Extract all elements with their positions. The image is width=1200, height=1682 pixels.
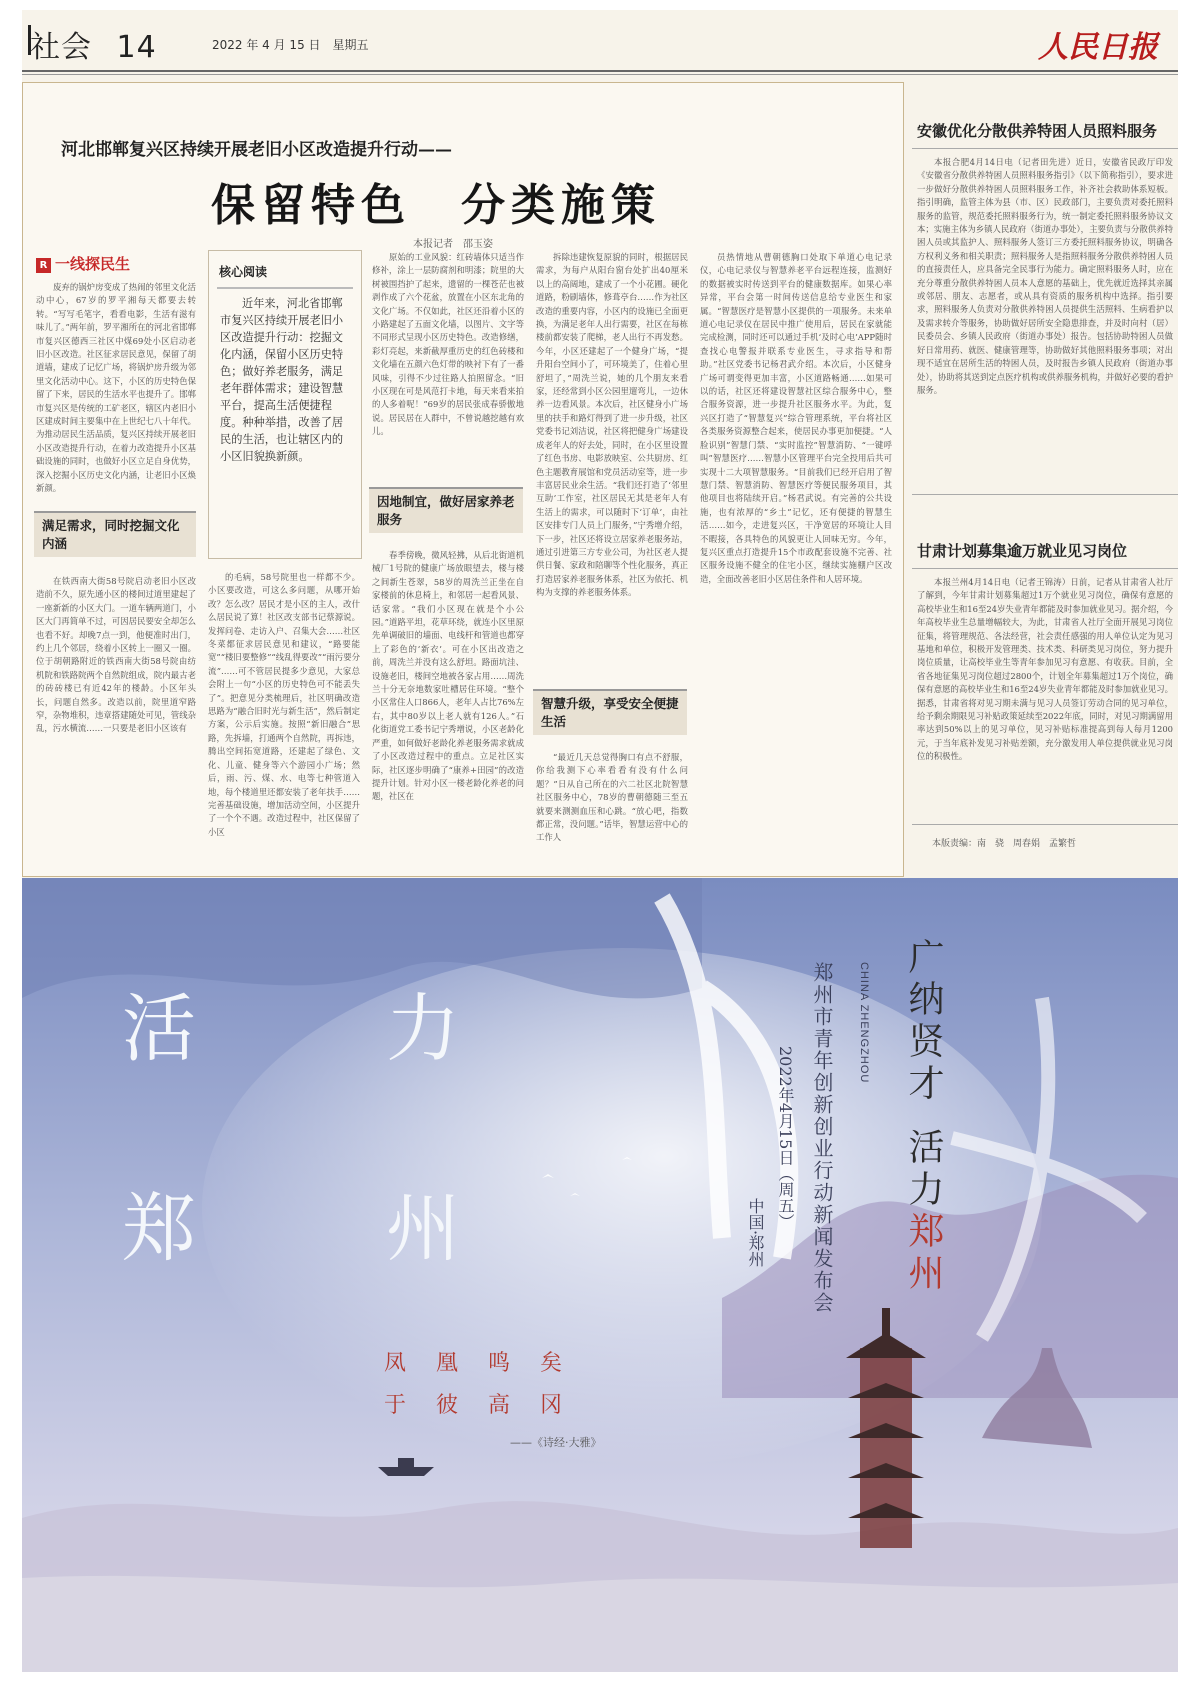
article-column-1 <box>36 281 196 499</box>
sidebar-paragraph: 本报合肥4月14日电（记者田先进）近日，安徽省民政厅印发《安徽省分散供养特困人员照料服务指引》（以下简称指引），要求进一步做好分散供养特困人员照料服务工作，补齐社会救助体系短板。指引明确，监管主体为县（市、区）民政部门，主要负责对委托照料服务的监管，规范委托照料服务行为，统一制定委托照料服务协议文本；实施主体为乡镇人民政府（街道办事处），主要负责与分散供养特困人员或其监护人、照料服务人签订三方委托照料服务协议，明确各方权利义务和相关职责；照料服务人是指照料服务分散供养特困人员的直接责任人，应具备完全民事行为能力。确定照料服务人时，应在充分尊重分散供养特困人员本人意愿的基础上，优先就近选择其亲属或邻居、朋友、志愿者，或从具有资质的服务机构中选择。指引要求，照料服务人负责对分散供养特困人员提供生活照料、生病看护以及需求转介等服务，协助做好居所安全隐患排查，并及时向村（居）民委员会、乡镇人民政府（街道办事处）报告。包括协助特困人员做好日常用药、就医、健康管理等，协助做好其他照料服务事项；对出现不适宜在居所生活的特困人员，及时报告乡镇人民政府（街道办事处），协助将其送到定点医疗机构或供养服务机构，并做好必要的看护服务。 <box>917 157 1173 395</box>
sidebar-rule <box>912 568 1178 569</box>
article-column-1b <box>36 575 196 867</box>
core-reading-rule <box>217 287 353 289</box>
article-paragraph: 春季傍晚，微风轻拂，从后北街道机械厂1号院的健康广场放眼望去，楼与楼之间新生苍翠，58岁的周洗兰正坐在自家楼前的休息椅上，和邻居一起看风景、话家常。“我们小区现在就是个小公园。”道路平坦，花草环绕，就连小区里原先单调破旧的墙面、电线杆和管道也都穿上了彩色的‘新衣’。可在小区出改造之前，周洗兰并没有这么舒坦。路面坑洼、设施老旧，楼间空地被各家占用……周洗兰十分无奈地数家吐槽居住环境。“整个小区常住人口866人，老年人占比76%左右，其中80岁以上老人就有126人。”石化街道党工委书记宁秀增说，小区老龄化严重，如何做好老龄化养老服务需求就成了小区改造过程中的重点。立足社区实际，社区逐步明确了“康养+田园”的改造提升计划。针对小区一楼老龄化养老的问题，社区在 <box>372 550 524 802</box>
newspaper-logo: 人民日报 <box>1038 30 1158 65</box>
issue-date: 2022 年 4 月 15 日 星期五 <box>212 38 369 52</box>
article-paragraph: 的毛病，58号院里也一样都不少。小区要改造，可这么多问题，从哪开始改？怎么改？居民才是小区的主人，改什么居民说了算！社区改支部书记蔡源说。发挥问卷、走访入户、召集大会……社区冬菜都征求居民意见和建议，“路要能宽”“楼旧要整修”“线乱得要改”“雨污要分流”……可不管居民提多少意见，大家总会附上一句“小区的历史特色可不能丢失了”。把意见分类梳理后，社区明确改造思路为“融合旧时光与新生活”，然后制定方案，公示后实施。按照“新旧融合”思路，先拆墙，打通两个自然院，再拆违，腾出空间拓宽道路，还建起了绿色、文化、儿童、健身等六个游园小广场；然后，雨、污、煤、水、电等七种管道入地，每个楼道里还都安装了老年扶手……完善基础设施，增加活动空间，小区提升了一个个不遇。改造过程中，社区保留了小区 <box>208 572 360 837</box>
ad-event-place: 中国·郑州 <box>746 1198 765 1268</box>
ad-event-date: 2022年4月15日（周五） <box>776 1046 795 1230</box>
sidebar-rule <box>912 824 1178 825</box>
article-column-3 <box>372 251 524 521</box>
masthead <box>22 10 1178 68</box>
ad-slogan-part1: 广纳贤才 <box>903 938 944 1106</box>
ad-slogan-part2: 活力 <box>903 1128 944 1212</box>
sidebar-paragraph: 本报兰州4月14日电（记者王锦涛）日前，记者从甘肃省人社厅了解到，今年甘肃计划募集超过1万个就业见习岗位，确保有意愿的高校毕业生和16至24岁失业青年都能及时参加就业见习。据介绍，今年高校毕业生总量增幅较大，为此，甘肃省人社厅全面开展见习岗位征集，将管理规范、各法经营，社会责任感强的用人单位认定为见习基地和单位，积极开发管理类、技术类、科研类见习岗位，努力提升岗位质量，让高校毕业生等青年参加见习有意愿、有收获。目前，全省各地征集见习岗位超过2800个，计划全年募集超过1万个岗位，确保有意愿的高校毕业生和16至24岁失业青年都能及时参加就业见习。据悉，甘肃省将对见习期未满与见习人员签订劳动合同的见习单位，给予剩余期限见习补贴政策延续至2022年底，同时，对见习期满留用率达到50%以上的见习单位，见习补贴标准提高到每人每月1200元，于当年底补发见习补贴差额，充分激发用人单位提供就业见习岗位的积极性。 <box>917 577 1173 762</box>
core-reading-text: 近年来，河北省邯郸市复兴区持续开展老旧小区改造提升行动：挖掘文化内涵，保留小区历史特色；做好养老服务，满足老年群体需求；建设智慧平台，提高生活便捷程度。种种举措，改善了居民的生活，也让辖区内的小区旧貌换新颜。 <box>220 297 344 463</box>
poem-source: ——《诗经·大雅》 <box>510 1436 602 1449</box>
subheading-2: 因地制宜，做好居家养老服务 <box>369 487 523 533</box>
sidebar-rule <box>912 494 1178 495</box>
masthead-rule-thin <box>22 74 1178 75</box>
sidebar-rule <box>912 148 1178 149</box>
core-reading-box <box>208 250 362 559</box>
poem-line1: 凤凰鸣矣 <box>384 1351 593 1376</box>
article-column-3b <box>372 549 524 867</box>
column-tag <box>36 253 130 274</box>
article-paragraph: 原始的工业风貌：红砖墙体只适当作修补，涂上一层防腐剂和明漆；院里的大树被围挡护了起来，遗留的一棵苍茫也被剥作成了六个花盆，放置在小区东北角的文化广场。不仅如此，社区还沿着小区的小路建起了五面文化墙，以图片、文字等不同形式呈现小区历史特色。改造修缮，彩灯亮起，来新截厚重历史的红色砖楼和文化墙在五颜六色灯带的映衬下有了一番风味，引得不少过往路人拍照留念。“旧小区现在可是风范打卡地，每天来看来拍的人多着呢！”69岁的居民张成春骄傲地说。居民居在人群中，不曾说越挖越有欢儿。 <box>372 252 524 437</box>
ad-slogan <box>898 938 949 1296</box>
section-label <box>30 22 157 66</box>
subheading-1: 满足需求，同时挖掘文化内涵 <box>34 511 196 557</box>
sidebar-story2-body <box>917 576 1173 816</box>
page-number: 14 <box>116 30 157 65</box>
article-column-5 <box>700 251 892 867</box>
section-name: 社会 <box>30 30 92 65</box>
article-paragraph: 拆除违建恢复原貌的同时，根据居民需求，为每户从阳台窗台处扩出40厘米以上的高阔地，建成了一个小花圃。硬化道路，粉刷墙体，修葺亭台……作为社区改造的重要内容，小区内的设施已全面更换，为满足老年人出行需要，社区在每栋楼前都安装了爬梯，老人出行不再发愁。今年，小区还建起了一个健身广场，“提升阳台空间小了，可环境美了，住着心里舒坦了，”周洗兰说，她的几个朋友来看家，还经常到小区公园里遛弯儿，一边休养一边看风景。本次后，社区健身小广场里的扶手和路灯得到了进一步升级，社区党委书记刘洁说，社区将把健身广场建设成老年人的好去处，同时，在小区里设置了红色书房、电影放映室、公共厨房、红色主题教育展馆和党员活动室等，进一步丰富居民业余生活。“我们还打造了‘邻里互助’工作室，社区居民无其是老年人有生活上的需求，可以随时下‘订单’，由社区安排专门人员上门服务，”宁秀增介绍，下一步，社区还将设立居家养老服务站，通过引进第三方专业公司，为社区老人提供日餐、家政和陪聊等个性化服务，真正打造居家养老服务体系，社区为依托、机构为支撑的养老服务体系。 <box>536 252 688 598</box>
ad-english-label: CHINA ZHENGZHOU <box>858 962 870 1084</box>
story-kicker: 河北邯郸复兴区持续开展老旧小区改造提升行动—— <box>61 140 452 160</box>
masthead-rule <box>22 70 1178 72</box>
ad-slogan-part3: 郑州 <box>903 1212 944 1296</box>
article-paragraph: 废弃的锅炉房变成了热闹的邻里文化活动中心，67岁的罗平湘每天都要去转转。“写写毛笔字，看看电影，生活有滋有味儿了。”两年前，罗平湘所在的河北省邯郸市复兴区德西三社区中煤69处小区启动老旧小区改造。社区征求居民意见，保留了胡道墙，建成了记忆广场，将锅炉房升级为邻里文化活动中心。这下，小区的历史特色保留了下来，居民的生活水平也提升了。邯郸市复兴区是传统的工矿老区，辖区内老旧小区建成时间主要集中在上世纪七八十年代。为推动居民生活品质，复兴区持续开展老旧小区改造提升行动，在着力改造提升小区基础设施的同时，也做好小区立足自身优势，深入挖掘小区历史文化内涵，让老旧小区焕新颜。 <box>36 282 196 494</box>
article-column-4 <box>536 251 688 631</box>
article-paragraph: 员热情地从曹朝德胸口处取下单道心电记录仪，心电记录仪与智慧养老平台远程连接，监测好的数据被实时传送到平台的健康数据库。如果心率异常，平台会第一时间传送信息给专业医生和家属。“智慧医疗是智慧小区提供的一项服务。未来单道心电记录仪在居民中推广使用后，居民在家就能完成检测，同时还可以通过手机‘及时心电’APP随时查找心电警报并联系专业医生，寻求指导和帮助。”社区党委书记杨君武介绍。本次后，小区健身广场可谓变得更加丰富，小区道路畅通……如果可以的话，社区还将建设智慧社区综合服务中心，整合服务资源，进一步提升社区服务水平。为此，复兴区打造了“智慧复兴”综合管理系统，平台将社区各类服务资源整合起来，使居民办事更加便捷。“人脸识别”智慧门禁、“实时监控”智慧消防、“一键呼叫”智慧医疗……智慧小区管理平台完全投用后共可实现十二大项智慧服务。“目前我们已经开启用了智慧门禁、智慧消防、智慧医疗等便民服务项目，其他项目也将陆续开启。”杨君武说。有完善的公共设施，也有浓厚的“乡土”记忆，还有便捷的智慧生活……如今，走进复兴区，干净宽居的环境让人目不暇接，各具特色的风貌更让人回味无穷。今年，复兴区重点打造提升15个市政配套设施不完善、社区服务设施不健全的住宅小区，继续实施棚户区改造，全面改善老旧小区居住条件和人居环境。 <box>700 252 892 584</box>
zhengzhou-advertisement <box>22 878 1178 1672</box>
sidebar-story1-body <box>917 156 1173 486</box>
ad-title-line1: 活 力 <box>122 986 518 1072</box>
sidebar-story1-title: 安徽优化分散供养特困人员照料服务 <box>917 122 1158 140</box>
ad-title-line2: 郑 州 <box>122 1186 518 1272</box>
article-column-4b <box>536 751 688 867</box>
r-badge-icon: R <box>36 258 51 273</box>
article-paragraph: 在铁西南大街58号院启动老旧小区改造前不久，原先通小区的楼间过道里建起了一座新新的小区大门。一道车辆两道门，小区大门再简单不过，可因居民要安全却怎么也看不好。却晚7点一到，他便准时出门，约上几个邻居，绕着小区转上一圈又一圈。位于胡朝路附近的铁西南大街58号院由纺机院和铁路院两个自然院组成，院内最古老的砖砖楼已有近42年的楼龄。小区年头长，问题自然多。改造以前，院里道窄路窄，杂物堆积，违章搭建随处可见，管线杂乱，污水横流……一只要是老旧小区该有 <box>36 576 196 734</box>
article-paragraph: “最近几天总觉得胸口有点不舒服，你给我测下心率看看有没有什么问题？”日从自己所在的六二社区北院智慧社区服务中心，78岁的曹朝德随三至五就要来测测血压和心跳。“放心吧，指数都正常，没问题。”话毕，智慧运营中心的工作人 <box>536 752 688 843</box>
story-byline: 本报记者 邵玉姿 <box>413 239 493 250</box>
poem-line2: 于彼高冈 <box>384 1393 593 1418</box>
story-headline: 保留特色 分类施策 <box>211 180 661 231</box>
article-column-2 <box>208 571 360 867</box>
ad-event-name: 郑州市青年创新创业行动新闻发布会 <box>810 962 834 1314</box>
page-editors: 本版责编：南 骁 周春娟 孟繁哲 <box>932 839 1077 849</box>
core-reading-title: 核心阅读 <box>219 265 268 279</box>
main-story <box>22 82 904 877</box>
column-tag-label: 一线探民生 <box>55 255 131 273</box>
subheading-3: 智慧升级，享受安全便捷生活 <box>533 689 687 735</box>
sidebar-story2-title: 甘肃计划募集逾万就业见习岗位 <box>917 542 1128 560</box>
